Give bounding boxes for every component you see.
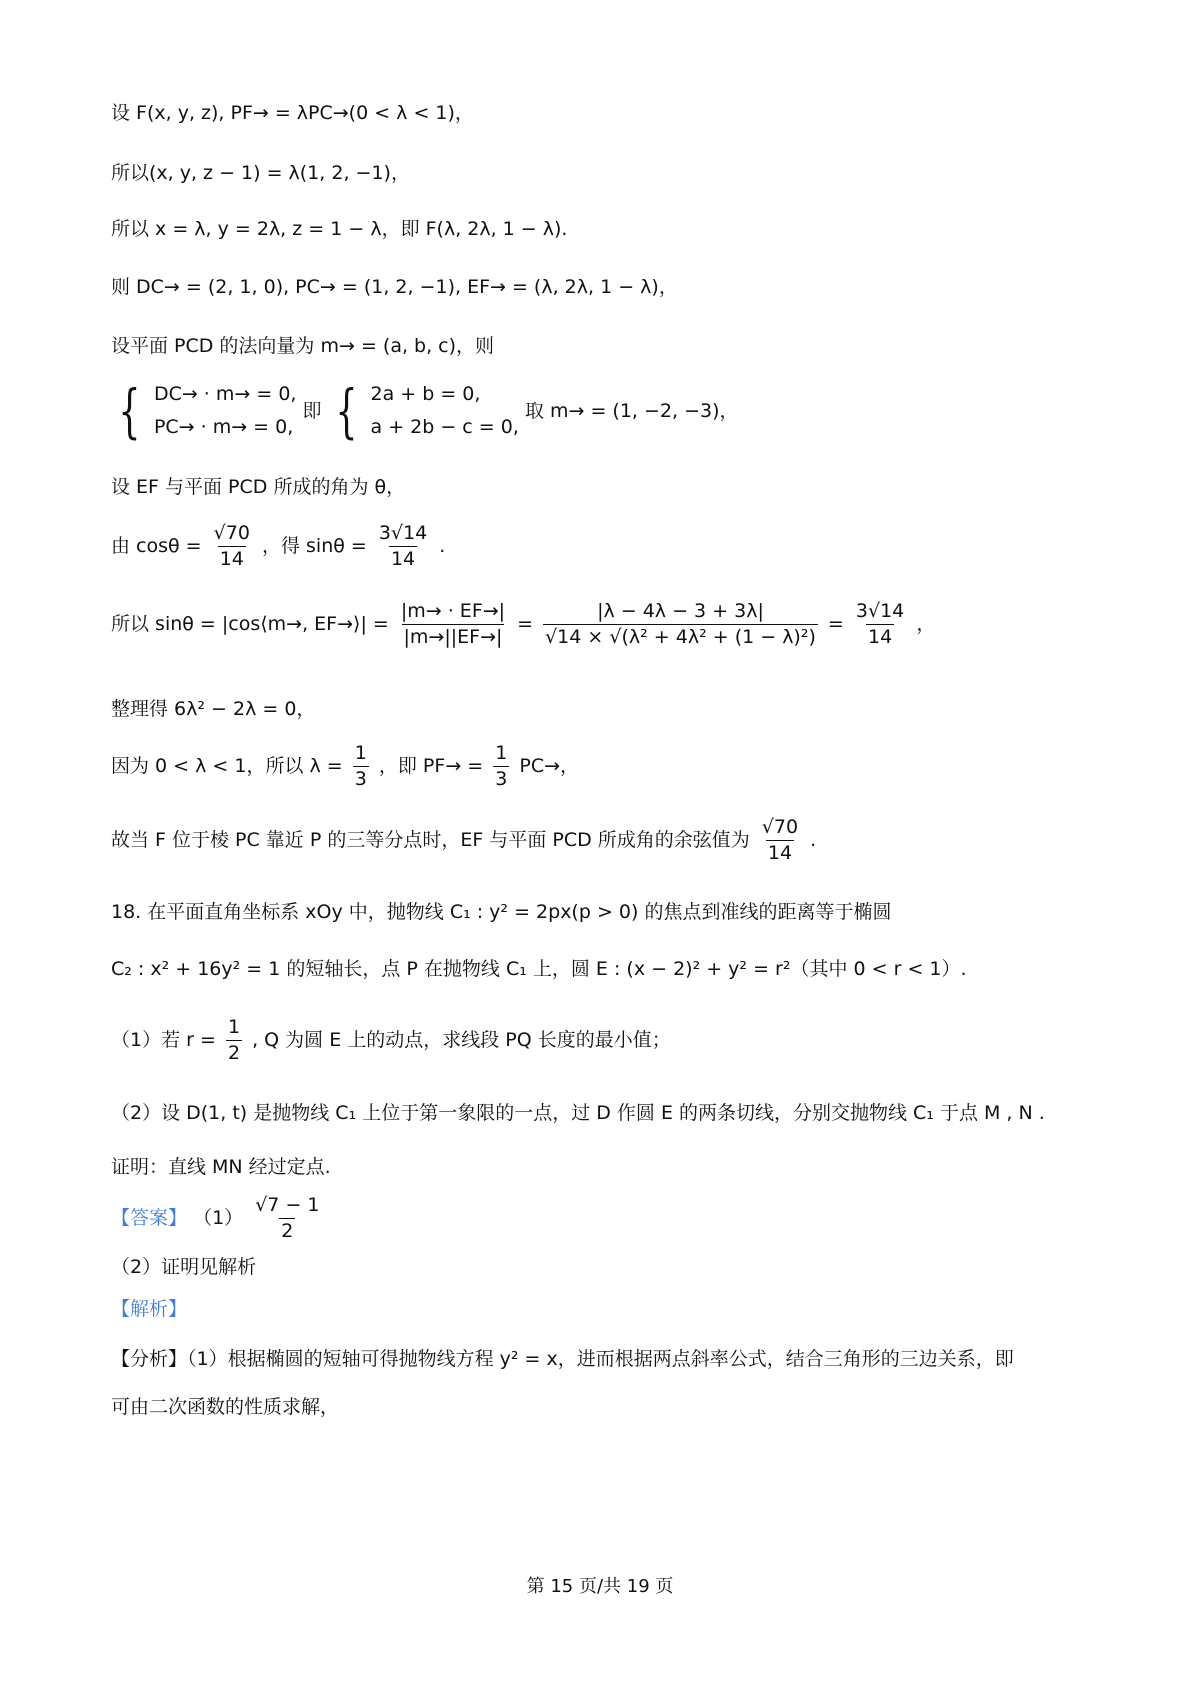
lambda-prefix: 因为 0 < λ < 1，所以 λ = xyxy=(111,755,343,777)
period: . xyxy=(439,535,446,557)
part-1-text: , Q 为圆 E 上的动点，求线段 PQ 长度的最小值； xyxy=(252,1029,671,1051)
denominator: 14 xyxy=(867,626,893,648)
line-normal-vector: 设平面 PCD 的法向量为 m→ = (a, b, c)，则 xyxy=(111,335,495,357)
system-1-row-2: PC→ · m→ = 0, xyxy=(153,416,294,439)
fraction-result xyxy=(854,602,906,647)
system-2-row-1: 2a + b = 0, xyxy=(370,383,481,405)
line-simplify: 整理得 6λ² − 2λ = 0， xyxy=(111,698,316,720)
line-F-coords: 所以 x = λ, y = 2λ, z = 1 − λ，即 F(λ, 2λ, 1 − λ). xyxy=(111,218,568,240)
problem-18-line-2: C₂ : x² + 16y² = 1 的短轴长，点 P 在抛物线 C₁ 上，圆 E : (x − 2)² + y² = r²（其中 0 < r < 1）. xyxy=(111,958,967,980)
sin-prefix: ，得 sinθ = xyxy=(261,535,367,557)
fraction-sin xyxy=(377,524,429,569)
answer-part-2: （2）证明见解析 xyxy=(111,1256,257,1278)
page-footer: 第 15 页/共 19 页 xyxy=(526,1576,674,1597)
denominator: 3 xyxy=(495,768,508,790)
numerator: 3√14 xyxy=(855,600,905,622)
fraction-dot-product xyxy=(399,602,507,647)
system-2-row-2: a + 2b − c = 0, xyxy=(370,416,519,439)
line-vectors: 则 DC→ = (2, 1, 0), PC→ = (1, 2, −1), EF→ = (λ, 2λ, 1 − λ)， xyxy=(111,276,678,298)
system-2 xyxy=(371,378,519,445)
analysis-line-2: 可由二次函数的性质求解， xyxy=(111,1396,340,1418)
numerator: 3√14 xyxy=(378,522,428,544)
fraction-cos xyxy=(212,524,252,569)
problem-18-part-2: （2）设 D(1, t) 是抛物线 C₁ 上位于第一象限的一点，过 D 作圆 E 的两条切线，分别交抛物线 C₁ 于点 M , N . xyxy=(111,1102,1045,1124)
denominator: 2 xyxy=(281,1220,294,1242)
line-conclusion xyxy=(111,818,816,863)
cos-prefix: 由 cosθ = xyxy=(111,535,202,557)
left-brace: { xyxy=(118,377,141,446)
numerator: 1 xyxy=(495,742,508,764)
fraction-lambda xyxy=(543,602,818,647)
system-1-row-1: DC→ · m→ = 0, xyxy=(153,383,297,405)
fraction-conclusion xyxy=(760,818,800,863)
numerator: 1 xyxy=(354,742,367,764)
answer-tag: 【答案】 xyxy=(111,1207,188,1229)
numerator: √7 − 1 xyxy=(255,1194,320,1216)
analysis-tag: 【解析】 xyxy=(111,1298,188,1320)
denominator: 14 xyxy=(390,548,416,570)
numerator: |λ − 4λ − 3 + 3λ| xyxy=(597,600,764,622)
answer-part-1: （1） xyxy=(193,1207,244,1229)
numerator: |m→ · EF→| xyxy=(400,600,506,622)
problem-18-prove: 证明：直线 MN 经过定点. xyxy=(111,1156,331,1178)
line-vector-eq: 所以(x, y, z − 1) = λ(1, 2, −1)， xyxy=(111,162,410,184)
denominator: 2 xyxy=(227,1042,241,1064)
problem-18-line-1: 18. 在平面直角坐标系 xOy 中，抛物线 C₁ : y² = 2px(p > 0) 的焦点到准线的距离等于椭圆 xyxy=(111,901,892,923)
numerator: √70 xyxy=(761,816,799,838)
fraction-answer xyxy=(253,1196,321,1241)
line-equation-system xyxy=(111,378,739,445)
denominator: √14 × √(λ² + 4λ² + (1 − λ)²) xyxy=(545,626,816,648)
numerator: 1 xyxy=(227,1016,241,1038)
denominator: 3 xyxy=(354,768,367,790)
answer-line xyxy=(111,1196,326,1241)
denominator: 14 xyxy=(219,548,244,570)
line-set-F: 设 F(x, y, z), PF→ = λPC→(0 < λ < 1)， xyxy=(111,102,474,124)
sin-formula-prefix: 所以 sinθ = |cos⟨m→, EF→⟩| = xyxy=(111,613,389,635)
line-lambda-value xyxy=(111,744,579,789)
fraction-one-third xyxy=(353,744,369,789)
fraction-one-third-2 xyxy=(493,744,509,789)
system-result: 取 m→ = (1, −2, −3)， xyxy=(524,399,739,422)
part-1-prefix: （1）若 r = xyxy=(111,1029,216,1051)
denominator: 14 xyxy=(767,842,793,864)
problem-18-part-1 xyxy=(111,1018,671,1063)
system-connector: 即 xyxy=(302,399,322,422)
fraction-half xyxy=(226,1018,242,1063)
line-cos-sin xyxy=(111,524,445,569)
system-1 xyxy=(154,378,297,445)
denominator: |m→||EF→| xyxy=(403,626,503,648)
line-angle-def: 设 EF 与平面 PCD 所成的角为 θ， xyxy=(111,476,406,498)
numerator: √70 xyxy=(213,522,250,544)
left-brace-2: { xyxy=(334,377,358,446)
analysis-line-1: 【分析】（1）根据椭圆的短轴可得抛物线方程 y² = x，进而根据两点斜率公式，结合三角形的三边关系，即 xyxy=(111,1348,1014,1370)
comma: ， xyxy=(916,613,936,635)
pf-prefix: ，即 PF→ = xyxy=(378,755,484,777)
equals: = xyxy=(517,613,534,635)
pc-suffix: PC→， xyxy=(519,755,580,777)
equals: = xyxy=(827,613,844,635)
period: . xyxy=(810,829,817,851)
line-sin-formula xyxy=(111,602,935,647)
conclusion-text: 故当 F 位于棱 PC 靠近 P 的三等分点时，EF 与平面 PCD 所成角的余弦值为 xyxy=(111,829,750,851)
